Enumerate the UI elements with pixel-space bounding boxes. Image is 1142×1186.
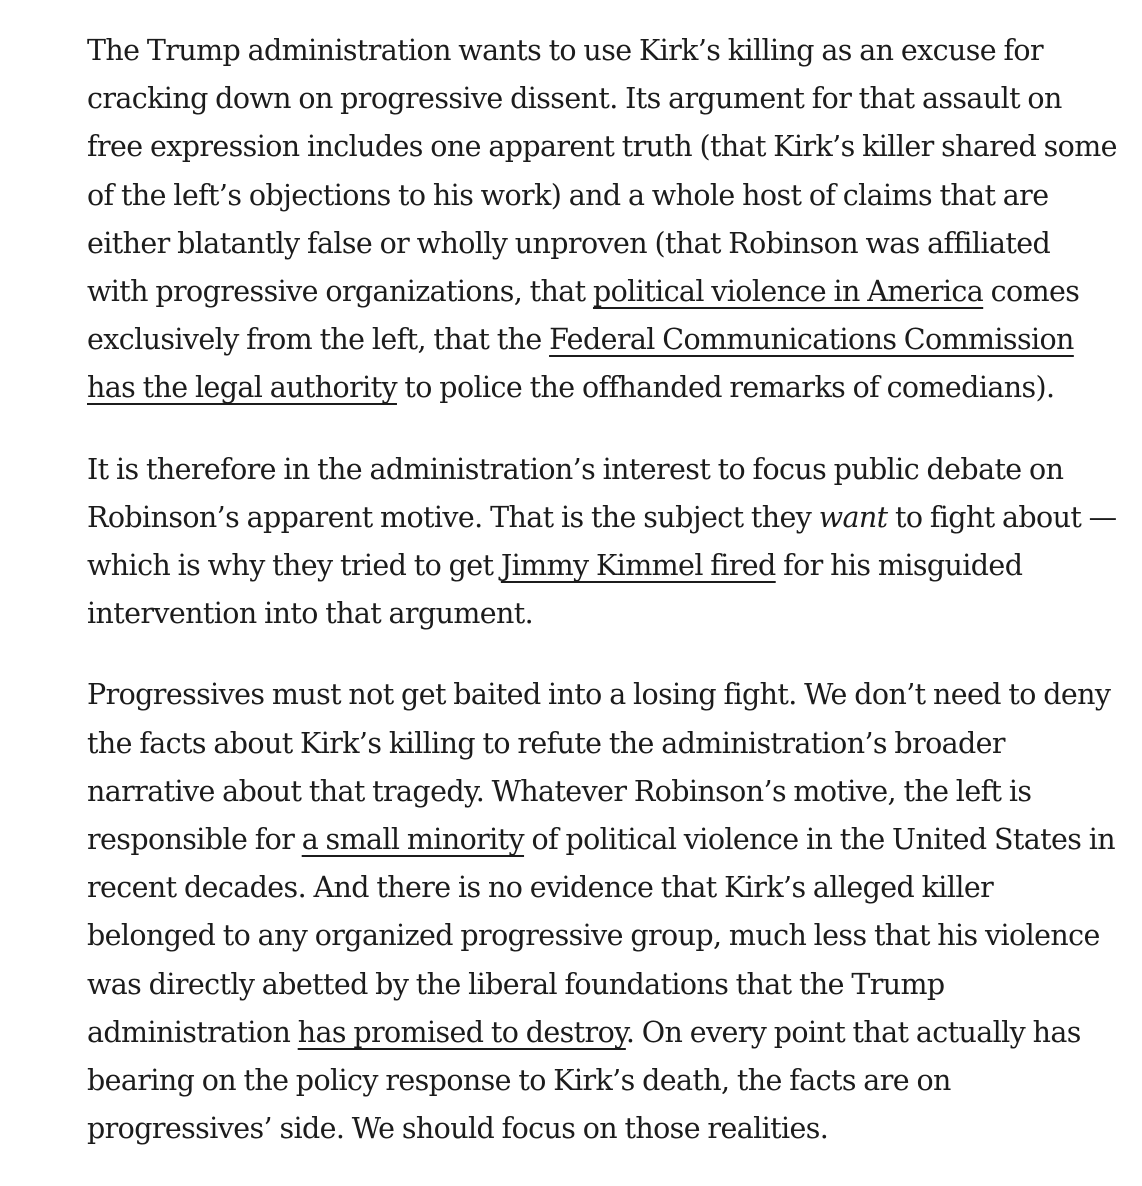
paragraph-3-text-3: . On every point that actually has bearing on the policy response to Kirk’s death, the facts are on progressives’ side. We should focus on those realities.: [87, 1015, 1081, 1146]
paragraph-2-text-2: to fight about — which is why they tried to get: [87, 500, 1117, 583]
link-has-promised-to-destroy[interactable]: has promised to destroy: [297, 1015, 626, 1049]
paragraph-1-text-2: comes exclusively from the left, that the: [87, 275, 1080, 357]
paragraph-2-text-3: for his misguided intervention into that argument.: [87, 549, 1023, 631]
paragraph-1-text-1: The Trump administration wants to use Kirk’s killing as an excuse for cracking down on progressive dissent. Its argument for that assault on free expression includes one apparent truth (that Kirk’s killer shared some of the left’s objections to his work) and a whole host of claims that are either blatantly false or wholly unproven (that Robinson was affiliated with progressive organizations, that: [87, 34, 1117, 309]
paragraph-2: [87, 446, 1117, 639]
link-jimmy-kimmel-fired[interactable]: Jimmy Kimmel fired: [500, 549, 776, 583]
paragraph-3-text-1: Progressives must not get baited into a losing fight. We don’t need to deny the facts about Kirk’s killing to refute the administration’s broader narrative about that tragedy. Whatever Robinson’s motive, the left is responsible for: [87, 678, 1111, 857]
link-fcc-legal-authority[interactable]: Federal Communications Commission has the legal authority: [87, 323, 1074, 405]
emphasis-want: want: [818, 500, 888, 534]
link-political-violence-in-america[interactable]: political violence in America: [592, 275, 984, 309]
article-body: [87, 27, 1117, 1186]
paragraph-1: [87, 27, 1117, 413]
link-a-small-minority[interactable]: a small minority: [301, 823, 525, 857]
paragraph-2-text-1: It is therefore in the administration’s interest to focus public debate on Robinson’s apparent motive. That is the subject they: [87, 452, 1064, 534]
paragraph-1-text-3: to police the offhanded remarks of comedians).: [396, 371, 1055, 405]
paragraph-3-text-2: of political violence in the United States in recent decades. And there is no evidence that Kirk’s alleged killer belonged to any organized progressive group, much less that his violence was directly abetted by the liberal foundations that the Trump administration: [87, 823, 1116, 1049]
paragraph-3: [87, 671, 1117, 1153]
